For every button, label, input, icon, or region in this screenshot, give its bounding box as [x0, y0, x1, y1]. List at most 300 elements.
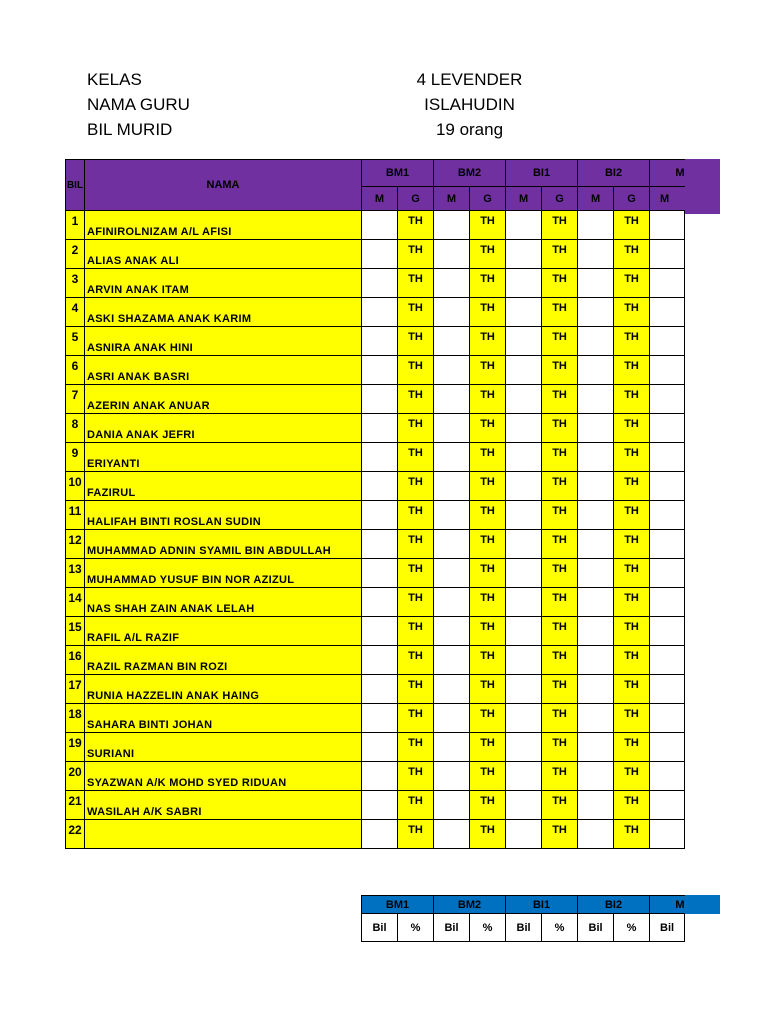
mark-cell[interactable]	[362, 530, 398, 559]
grade-cell[interactable]: TH	[470, 733, 506, 762]
mark-cell[interactable]	[434, 733, 470, 762]
mark-cell[interactable]	[506, 298, 542, 327]
mark-cell[interactable]	[578, 791, 614, 820]
grade-cell[interactable]: TH	[470, 501, 506, 530]
murid-value: 19 orang	[435, 120, 504, 139]
mark-cell[interactable]	[362, 211, 398, 240]
row-nama: FAZIRUL	[85, 472, 362, 501]
grade-cell[interactable]: TH	[470, 298, 506, 327]
grade-cell[interactable]: TH	[614, 356, 650, 385]
grade-cell[interactable]: TH	[542, 472, 578, 501]
mark-cell[interactable]	[650, 501, 685, 530]
grade-cell[interactable]: TH	[542, 269, 578, 298]
mark-cell[interactable]	[578, 646, 614, 675]
mark-cell[interactable]	[578, 356, 614, 385]
row-bil: 15	[66, 617, 85, 646]
grade-cell[interactable]: TH	[614, 733, 650, 762]
grade-cell[interactable]: TH	[398, 385, 434, 414]
mark-cell[interactable]	[362, 675, 398, 704]
mark-cell[interactable]	[506, 559, 542, 588]
murid-label: BIL MURID	[87, 120, 173, 139]
mark-cell[interactable]	[506, 530, 542, 559]
grade-cell[interactable]: TH	[614, 414, 650, 443]
mark-cell[interactable]	[362, 820, 398, 849]
mark-cell[interactable]	[434, 269, 470, 298]
mark-cell[interactable]	[650, 588, 685, 617]
mark-cell[interactable]	[362, 704, 398, 733]
mark-cell[interactable]	[434, 414, 470, 443]
row-nama: HALIFAH BINTI ROSLAN SUDIN	[85, 501, 362, 530]
mark-cell[interactable]	[650, 385, 685, 414]
mark-cell[interactable]	[578, 559, 614, 588]
table-row	[66, 791, 685, 820]
mark-cell[interactable]	[506, 356, 542, 385]
mark-cell[interactable]	[434, 762, 470, 791]
mark-cell[interactable]	[506, 269, 542, 298]
mark-cell[interactable]	[650, 211, 685, 240]
row-nama: RAZIL RAZMAN BIN ROZI	[85, 646, 362, 675]
grade-cell[interactable]: TH	[542, 327, 578, 356]
mark-cell[interactable]	[434, 675, 470, 704]
grade-cell[interactable]: TH	[470, 240, 506, 269]
grade-cell[interactable]: TH	[398, 791, 434, 820]
summary-table	[361, 895, 685, 942]
mark-cell[interactable]	[362, 791, 398, 820]
mark-cell[interactable]	[506, 414, 542, 443]
summary-pct-label: %	[614, 914, 650, 942]
summary-subject-header: M	[650, 896, 685, 914]
table-row	[66, 675, 685, 704]
table-row	[66, 385, 685, 414]
mark-cell[interactable]	[362, 298, 398, 327]
sub-header-g: G	[398, 187, 434, 211]
grade-cell[interactable]: TH	[542, 385, 578, 414]
sub-header-m: M	[650, 187, 685, 211]
row-nama: MUHAMMAD ADNIN SYAMIL BIN ABDULLAH	[85, 530, 362, 559]
grade-cell[interactable]: TH	[614, 675, 650, 704]
grade-cell[interactable]: TH	[398, 269, 434, 298]
table-row	[66, 559, 685, 588]
grade-cell[interactable]: TH	[470, 559, 506, 588]
row-bil: 9	[66, 443, 85, 472]
grade-cell[interactable]: TH	[542, 501, 578, 530]
summary-subject-header: BI2	[578, 896, 650, 914]
summary-bil-label: Bil	[578, 914, 614, 942]
mark-cell[interactable]	[578, 298, 614, 327]
grade-cell[interactable]: TH	[470, 704, 506, 733]
row-bil: 22	[66, 820, 85, 849]
mark-cell[interactable]	[434, 617, 470, 646]
mark-cell[interactable]	[650, 443, 685, 472]
grade-cell[interactable]: TH	[614, 820, 650, 849]
table-row	[66, 269, 685, 298]
mark-cell[interactable]	[650, 356, 685, 385]
grade-cell[interactable]: TH	[470, 588, 506, 617]
summary-bil-label: Bil	[650, 914, 685, 942]
mark-cell[interactable]	[434, 443, 470, 472]
grade-cell[interactable]: TH	[470, 385, 506, 414]
grade-cell[interactable]: TH	[470, 327, 506, 356]
sub-header-m: M	[506, 187, 542, 211]
grade-cell[interactable]: TH	[398, 501, 434, 530]
student-grade-table	[65, 159, 685, 849]
grade-cell[interactable]: TH	[542, 240, 578, 269]
grade-cell[interactable]: TH	[542, 675, 578, 704]
row-nama: WASILAH A/K SABRI	[85, 791, 362, 820]
grade-cell[interactable]: TH	[614, 298, 650, 327]
mark-cell[interactable]	[506, 240, 542, 269]
mark-cell[interactable]	[578, 820, 614, 849]
mark-cell[interactable]	[506, 472, 542, 501]
row-nama: SYAZWAN A/K MOHD SYED RIDUAN	[85, 762, 362, 791]
table-row	[66, 298, 685, 327]
mark-cell[interactable]	[506, 385, 542, 414]
grade-cell[interactable]: TH	[470, 646, 506, 675]
mark-cell[interactable]	[650, 704, 685, 733]
mark-cell[interactable]	[578, 269, 614, 298]
mark-cell[interactable]	[650, 472, 685, 501]
sub-header-m: M	[578, 187, 614, 211]
mark-cell[interactable]	[578, 675, 614, 704]
grade-cell[interactable]: TH	[398, 820, 434, 849]
row-nama: SAHARA BINTI JOHAN	[85, 704, 362, 733]
grade-cell[interactable]: TH	[542, 530, 578, 559]
subject-header-bm2: BM2	[434, 160, 506, 187]
grade-cell[interactable]: TH	[398, 588, 434, 617]
grade-cell[interactable]: TH	[398, 414, 434, 443]
grade-cell[interactable]: TH	[398, 298, 434, 327]
sub-header-g: G	[542, 187, 578, 211]
grade-cell[interactable]: TH	[542, 617, 578, 646]
row-nama: ALIAS ANAK ALI	[85, 240, 362, 269]
grade-cell[interactable]: TH	[470, 617, 506, 646]
row-bil: 3	[66, 269, 85, 298]
mark-cell[interactable]	[578, 501, 614, 530]
mark-cell[interactable]	[362, 443, 398, 472]
table-row	[66, 327, 685, 356]
grade-cell[interactable]: TH	[470, 791, 506, 820]
mark-cell[interactable]	[650, 298, 685, 327]
sub-header-g: G	[470, 187, 506, 211]
grade-cell[interactable]: TH	[614, 762, 650, 791]
mark-cell[interactable]	[362, 588, 398, 617]
mark-cell[interactable]	[578, 617, 614, 646]
mark-cell[interactable]	[650, 617, 685, 646]
mark-cell[interactable]	[434, 298, 470, 327]
grade-cell[interactable]: TH	[542, 211, 578, 240]
grade-cell[interactable]: TH	[470, 443, 506, 472]
grade-cell[interactable]: TH	[398, 240, 434, 269]
grade-cell[interactable]: TH	[398, 675, 434, 704]
row-bil: 19	[66, 733, 85, 762]
mark-cell[interactable]	[434, 704, 470, 733]
subject-header-bm1: BM1	[362, 160, 434, 187]
mark-cell[interactable]	[506, 820, 542, 849]
grade-cell[interactable]: TH	[470, 414, 506, 443]
table-row	[66, 472, 685, 501]
mark-cell[interactable]	[578, 327, 614, 356]
grade-cell[interactable]: TH	[398, 617, 434, 646]
grade-cell[interactable]: TH	[614, 704, 650, 733]
table-row	[66, 501, 685, 530]
grade-cell[interactable]: TH	[542, 443, 578, 472]
mark-cell[interactable]	[578, 414, 614, 443]
mark-cell[interactable]	[650, 791, 685, 820]
mark-cell[interactable]	[650, 530, 685, 559]
sub-header-m: M	[362, 187, 398, 211]
row-nama: ASNIRA ANAK HINI	[85, 327, 362, 356]
grade-cell[interactable]: TH	[614, 443, 650, 472]
row-bil: 10	[66, 472, 85, 501]
grade-cell[interactable]: TH	[398, 530, 434, 559]
mark-cell[interactable]	[362, 356, 398, 385]
grade-cell[interactable]: TH	[542, 704, 578, 733]
mark-cell[interactable]	[434, 356, 470, 385]
row-bil: 12	[66, 530, 85, 559]
grade-cell[interactable]: TH	[398, 472, 434, 501]
summary-bil-label: Bil	[434, 914, 470, 942]
grade-cell[interactable]: TH	[542, 356, 578, 385]
mark-cell[interactable]	[362, 617, 398, 646]
mark-cell[interactable]	[506, 762, 542, 791]
grade-cell[interactable]: TH	[542, 646, 578, 675]
mark-cell[interactable]	[506, 211, 542, 240]
row-bil: 13	[66, 559, 85, 588]
grade-cell[interactable]: TH	[398, 704, 434, 733]
row-bil: 1	[66, 211, 85, 240]
mark-cell[interactable]	[506, 704, 542, 733]
mark-cell[interactable]	[434, 588, 470, 617]
mark-cell[interactable]	[362, 472, 398, 501]
row-nama: ERIYANTI	[85, 443, 362, 472]
grade-cell[interactable]: TH	[542, 559, 578, 588]
bil-header: BIL	[66, 160, 85, 211]
grade-cell[interactable]: TH	[614, 327, 650, 356]
mark-cell[interactable]	[362, 646, 398, 675]
mark-cell[interactable]	[506, 588, 542, 617]
grade-cell[interactable]: TH	[470, 762, 506, 791]
row-bil: 5	[66, 327, 85, 356]
mark-cell[interactable]	[434, 820, 470, 849]
mark-cell[interactable]	[506, 501, 542, 530]
grade-cell[interactable]: TH	[398, 646, 434, 675]
grade-cell[interactable]: TH	[542, 298, 578, 327]
mark-cell[interactable]	[434, 791, 470, 820]
mark-cell[interactable]	[506, 443, 542, 472]
grade-cell[interactable]: TH	[470, 356, 506, 385]
mark-cell[interactable]	[578, 240, 614, 269]
row-nama: RAFIL A/L RAZIF	[85, 617, 362, 646]
mark-cell[interactable]	[362, 240, 398, 269]
mark-cell[interactable]	[506, 733, 542, 762]
grade-cell[interactable]: TH	[542, 762, 578, 791]
row-nama	[85, 820, 362, 849]
mark-cell[interactable]	[506, 617, 542, 646]
mark-cell[interactable]	[650, 733, 685, 762]
row-nama: ASRI ANAK BASRI	[85, 356, 362, 385]
mark-cell[interactable]	[434, 240, 470, 269]
mark-cell[interactable]	[362, 269, 398, 298]
grade-cell[interactable]: TH	[470, 675, 506, 704]
grade-cell[interactable]: TH	[542, 820, 578, 849]
mark-cell[interactable]	[434, 327, 470, 356]
mark-cell[interactable]	[650, 675, 685, 704]
row-nama: AFINIROLNIZAM A/L AFISI	[85, 211, 362, 240]
grade-cell[interactable]: TH	[398, 327, 434, 356]
grade-cell[interactable]: TH	[470, 820, 506, 849]
table-row	[66, 240, 685, 269]
mark-cell[interactable]	[506, 646, 542, 675]
kelas-value: 4 LEVENDER	[416, 70, 523, 89]
summary-subject-header: BM1	[362, 896, 434, 914]
mark-cell[interactable]	[506, 675, 542, 704]
row-nama: DANIA ANAK JEFRI	[85, 414, 362, 443]
row-bil: 6	[66, 356, 85, 385]
mark-cell[interactable]	[578, 588, 614, 617]
mark-cell[interactable]	[650, 414, 685, 443]
mark-cell[interactable]	[362, 733, 398, 762]
row-bil: 7	[66, 385, 85, 414]
summary-pct-label: %	[398, 914, 434, 942]
row-bil: 8	[66, 414, 85, 443]
row-bil: 21	[66, 791, 85, 820]
mark-cell[interactable]	[362, 385, 398, 414]
table-row	[66, 762, 685, 791]
grade-cell[interactable]: TH	[398, 762, 434, 791]
mark-cell[interactable]	[578, 443, 614, 472]
sub-header-m: M	[434, 187, 470, 211]
mark-cell[interactable]	[578, 733, 614, 762]
mark-cell[interactable]	[362, 762, 398, 791]
grade-cell[interactable]: TH	[398, 211, 434, 240]
row-nama: MUHAMMAD YUSUF BIN NOR AZIZUL	[85, 559, 362, 588]
table-row	[66, 704, 685, 733]
mark-cell[interactable]	[578, 385, 614, 414]
mark-cell[interactable]	[362, 327, 398, 356]
summary-overflow-fill	[684, 895, 720, 914]
row-nama: NAS SHAH ZAIN ANAK LELAH	[85, 588, 362, 617]
summary-bil-label: Bil	[362, 914, 398, 942]
guru-label: NAMA GURU	[87, 95, 190, 114]
grade-cell[interactable]: TH	[398, 356, 434, 385]
grade-cell[interactable]: TH	[470, 211, 506, 240]
summary-pct-label: %	[542, 914, 578, 942]
mark-cell[interactable]	[506, 791, 542, 820]
row-bil: 11	[66, 501, 85, 530]
header-overflow-fill	[684, 159, 720, 214]
grade-cell[interactable]: TH	[614, 501, 650, 530]
mark-cell[interactable]	[506, 327, 542, 356]
grade-cell[interactable]: TH	[614, 240, 650, 269]
table-row	[66, 733, 685, 762]
mark-cell[interactable]	[434, 501, 470, 530]
guru-value: ISLAHUDIN	[424, 95, 515, 114]
mark-cell[interactable]	[650, 327, 685, 356]
mark-cell[interactable]	[650, 820, 685, 849]
grade-cell[interactable]: TH	[614, 791, 650, 820]
row-nama: RUNIA HAZZELIN ANAK HAING	[85, 675, 362, 704]
mark-cell[interactable]	[578, 762, 614, 791]
table-row	[66, 617, 685, 646]
table-row	[66, 588, 685, 617]
grade-cell[interactable]: TH	[614, 472, 650, 501]
mark-cell[interactable]	[578, 530, 614, 559]
row-bil: 16	[66, 646, 85, 675]
row-nama: ARVIN ANAK ITAM	[85, 269, 362, 298]
summary-bil-label: Bil	[506, 914, 542, 942]
grade-cell[interactable]: TH	[542, 588, 578, 617]
row-bil: 18	[66, 704, 85, 733]
mark-cell[interactable]	[434, 385, 470, 414]
mark-cell[interactable]	[650, 762, 685, 791]
grade-cell[interactable]: TH	[398, 733, 434, 762]
class-info-labels	[87, 67, 190, 142]
mark-cell[interactable]	[434, 530, 470, 559]
grade-cell[interactable]: TH	[542, 414, 578, 443]
mark-cell[interactable]	[650, 240, 685, 269]
grade-cell[interactable]: TH	[542, 791, 578, 820]
sub-header-g: G	[614, 187, 650, 211]
grade-cell[interactable]: TH	[614, 385, 650, 414]
mark-cell[interactable]	[578, 211, 614, 240]
grade-cell[interactable]: TH	[614, 617, 650, 646]
mark-cell[interactable]	[434, 472, 470, 501]
mark-cell[interactable]	[362, 501, 398, 530]
row-nama: ASKI SHAZAMA ANAK KARIM	[85, 298, 362, 327]
mark-cell[interactable]	[578, 704, 614, 733]
mark-cell[interactable]	[362, 559, 398, 588]
grade-cell[interactable]: TH	[542, 733, 578, 762]
mark-cell[interactable]	[650, 559, 685, 588]
table-row	[66, 211, 685, 240]
grade-cell[interactable]: TH	[614, 211, 650, 240]
row-bil: 20	[66, 762, 85, 791]
kelas-label: KELAS	[87, 70, 142, 89]
mark-cell[interactable]	[434, 211, 470, 240]
nama-header: NAMA	[85, 160, 362, 211]
mark-cell[interactable]	[578, 472, 614, 501]
summary-subject-header: BI1	[506, 896, 578, 914]
mark-cell[interactable]	[434, 559, 470, 588]
grade-cell[interactable]: TH	[614, 559, 650, 588]
row-nama: SURIANI	[85, 733, 362, 762]
grade-cell[interactable]: TH	[398, 559, 434, 588]
grade-cell[interactable]: TH	[614, 588, 650, 617]
row-nama: AZERIN ANAK ANUAR	[85, 385, 362, 414]
row-bil: 2	[66, 240, 85, 269]
table-row	[66, 820, 685, 849]
grade-cell[interactable]: TH	[614, 646, 650, 675]
class-info-values	[407, 67, 532, 142]
grade-cell[interactable]: TH	[470, 530, 506, 559]
subject-header-bi1: BI1	[506, 160, 578, 187]
table-row	[66, 414, 685, 443]
mark-cell[interactable]	[650, 269, 685, 298]
table-row	[66, 646, 685, 675]
mark-cell[interactable]	[362, 414, 398, 443]
grade-cell[interactable]: TH	[470, 472, 506, 501]
mark-cell[interactable]	[434, 646, 470, 675]
grade-cell[interactable]: TH	[614, 269, 650, 298]
summary-subject-header: BM2	[434, 896, 506, 914]
grade-cell[interactable]: TH	[614, 530, 650, 559]
subject-header-bi2: BI2	[578, 160, 650, 187]
mark-cell[interactable]	[650, 646, 685, 675]
grade-cell[interactable]: TH	[470, 269, 506, 298]
summary-pct-label: %	[470, 914, 506, 942]
subject-header-m: M	[650, 160, 685, 187]
grade-cell[interactable]: TH	[398, 443, 434, 472]
